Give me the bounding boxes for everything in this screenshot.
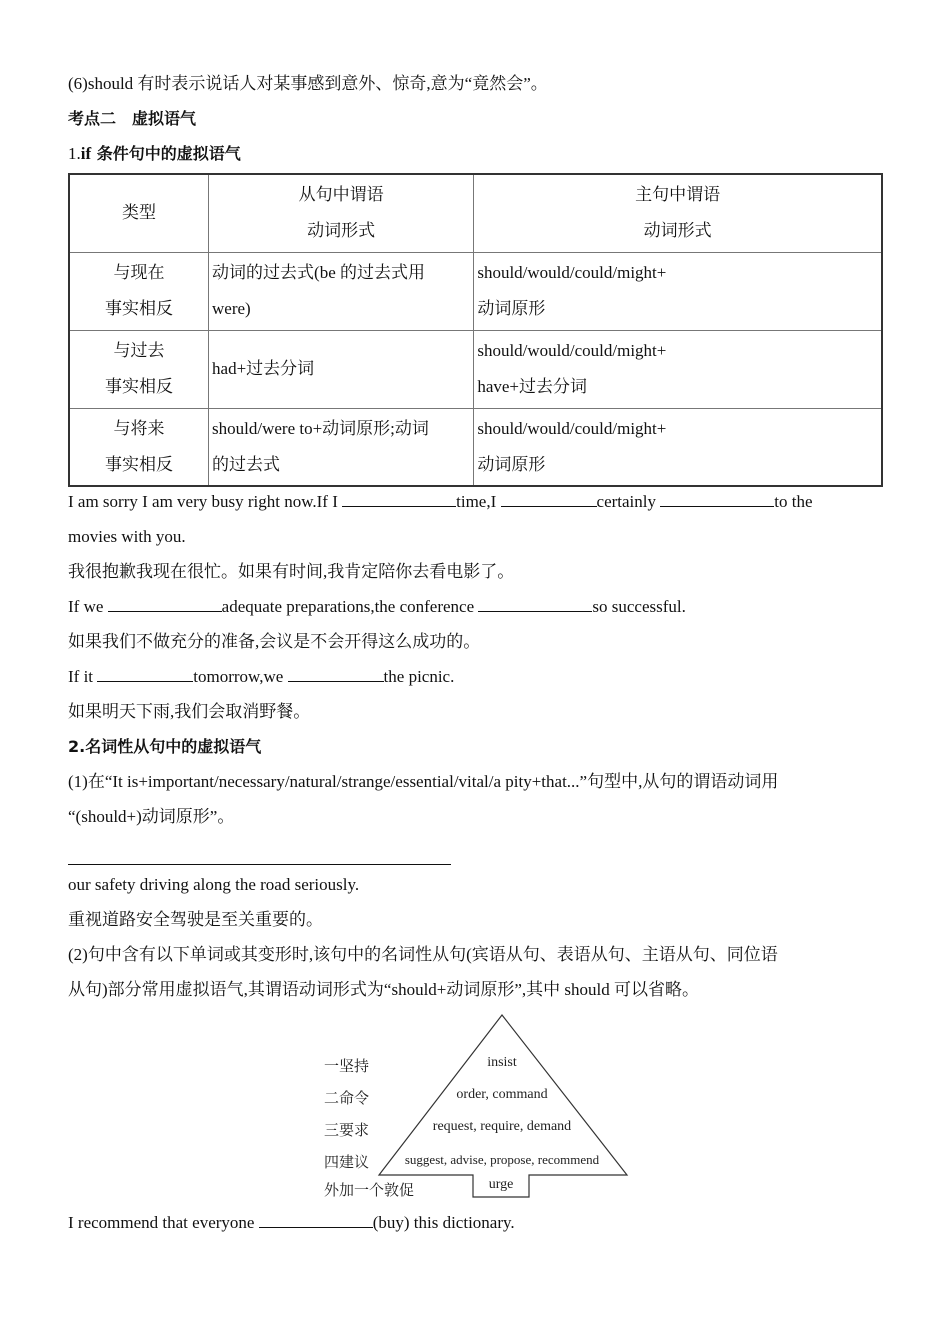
fill-blank[interactable] [501, 488, 597, 507]
diagram-label: 一坚持 [324, 1057, 370, 1075]
diagram-label: 二命令 [324, 1089, 370, 1107]
triangle-outline [379, 1015, 627, 1197]
example-4-translation: 重视道路安全驾驶是至关重要的。 [68, 910, 323, 929]
main-line1: should/would/could/might+ [477, 341, 667, 360]
main-cell [474, 330, 882, 408]
verb-triangle-diagram [68, 1013, 883, 1201]
example-text: so successful. [592, 597, 686, 616]
table-row [69, 330, 882, 408]
diagram-word: order, command [456, 1087, 548, 1102]
fill-blank[interactable] [288, 663, 384, 682]
clause-line1: should/were to+动词原形;动词 [212, 418, 429, 438]
fill-blank[interactable] [259, 1209, 373, 1228]
fill-blank[interactable] [97, 663, 193, 682]
example-text: I am sorry I am very busy right now.If I [68, 492, 343, 511]
subsection-number: 1. [68, 144, 81, 163]
diagram-label: 外加一个敦促 [324, 1181, 415, 1199]
table-row [69, 252, 882, 330]
if-keyword: if [80, 144, 92, 163]
main-line1: should/would/could/might+ [477, 418, 667, 438]
diagram-word: request, require, demand [432, 1119, 572, 1134]
type-line1: 与过去 [113, 341, 165, 360]
example-1-line2: movies with you. [68, 527, 186, 546]
type-cell [69, 330, 209, 408]
example-text: adequate preparations,the conference [221, 597, 479, 616]
example-2-translation: 如果我们不做充分的准备,会议是不会开得这么成功的。 [68, 632, 481, 651]
fill-blank[interactable] [478, 593, 592, 612]
type-line1: 与现在 [113, 263, 165, 282]
subsection-title-noun-clause: 2.名词性从句中的虚拟语气 [68, 737, 262, 756]
rule-2-line1: (2)句中含有以下单词或其变形时,该句中的名词性从句(宾语从句、表语从句、主语从句、同位语 [68, 945, 778, 964]
type-line2: 事实相反 [105, 299, 174, 318]
subsection-title-if [68, 136, 883, 171]
main-line2: 动词原形 [477, 299, 546, 318]
header-clause-line1: 从句中谓语 [298, 185, 384, 205]
clause-line1: 动词的过去式(be 的过去式用 [212, 263, 425, 282]
table-header-row [69, 174, 882, 252]
diagram-label: 四建议 [324, 1153, 370, 1171]
example-3 [68, 659, 883, 694]
type-line1: 与将来 [113, 418, 165, 438]
fill-blank[interactable] [108, 593, 222, 612]
type-cell [69, 408, 209, 486]
type-cell [69, 252, 209, 330]
section-title: 考点二 虚拟语气 [68, 109, 197, 128]
fill-blank[interactable] [342, 488, 456, 507]
example-text: the picnic. [383, 667, 455, 686]
example-text: (buy) this dictionary. [372, 1213, 515, 1232]
rule-1-line1: (1)在“It is+important/necessary/natural/strange/essential/vital/a pity+that...”句型中,从句的谓语动词用 [68, 772, 779, 791]
diagram-word: suggest, advise, propose, recommend [404, 1152, 600, 1167]
clause-cell [209, 252, 474, 330]
example-text: If it [68, 667, 98, 686]
main-cell [474, 408, 882, 486]
example-text: tomorrow,we [193, 667, 288, 686]
main-line2: have+过去分词 [477, 377, 588, 396]
clause-line1: had+过去分词 [212, 359, 315, 378]
fill-blank[interactable] [660, 488, 774, 507]
clause-line2: were) [212, 299, 251, 318]
example-4: our safety driving along the road seriously. [68, 875, 360, 894]
type-line2: 事实相反 [105, 454, 174, 474]
header-main-line2: 动词形式 [643, 221, 712, 241]
header-clause-line2: 动词形式 [307, 221, 376, 241]
example-text: I recommend that everyone [68, 1213, 259, 1232]
table-row [69, 408, 882, 486]
rule-2-line2: 从句)部分常用虚拟语气,其谓语动词形式为“should+动词原形”,其中 should 可以省略。 [68, 980, 700, 999]
triangle-shape [68, 1013, 883, 1201]
rule-1-line2: “(should+)动词原形”。 [68, 807, 235, 826]
example-2 [68, 589, 883, 624]
answer-line[interactable] [68, 834, 451, 865]
example-text: If we [68, 597, 108, 616]
header-main-line1: 主句中谓语 [635, 185, 721, 205]
example-3-translation: 如果明天下雨,我们会取消野餐。 [68, 702, 311, 721]
if-conditional-table [68, 173, 883, 487]
main-cell [474, 252, 882, 330]
clause-line2: 的过去式 [212, 454, 281, 474]
example-text: time,I [456, 492, 501, 511]
diagram-word: insist [487, 1055, 517, 1070]
diagram-word: urge [488, 1177, 514, 1192]
example-1 [68, 484, 883, 519]
main-line1: should/would/could/might+ [477, 263, 667, 282]
subsection-text: 条件句中的虚拟语气 [91, 144, 241, 163]
type-line2: 事实相反 [105, 377, 174, 396]
diagram-label: 三要求 [324, 1121, 370, 1139]
example-1-translation: 我很抱歉我现在很忙。如果有时间,我肯定陪你去看电影了。 [68, 562, 515, 581]
example-text: certainly [596, 492, 661, 511]
example-5 [68, 1205, 883, 1240]
main-line2: 动词原形 [477, 454, 546, 474]
should-usage-line: (6)should 有时表示说话人对某事感到意外、惊奇,意为“竟然会”。 [68, 74, 548, 93]
clause-cell [209, 330, 474, 408]
example-text: to the [774, 492, 813, 511]
header-type: 类型 [69, 174, 209, 252]
header-clause [209, 174, 474, 252]
clause-cell [209, 408, 474, 486]
header-main [474, 174, 882, 252]
document-page [68, 66, 883, 1240]
